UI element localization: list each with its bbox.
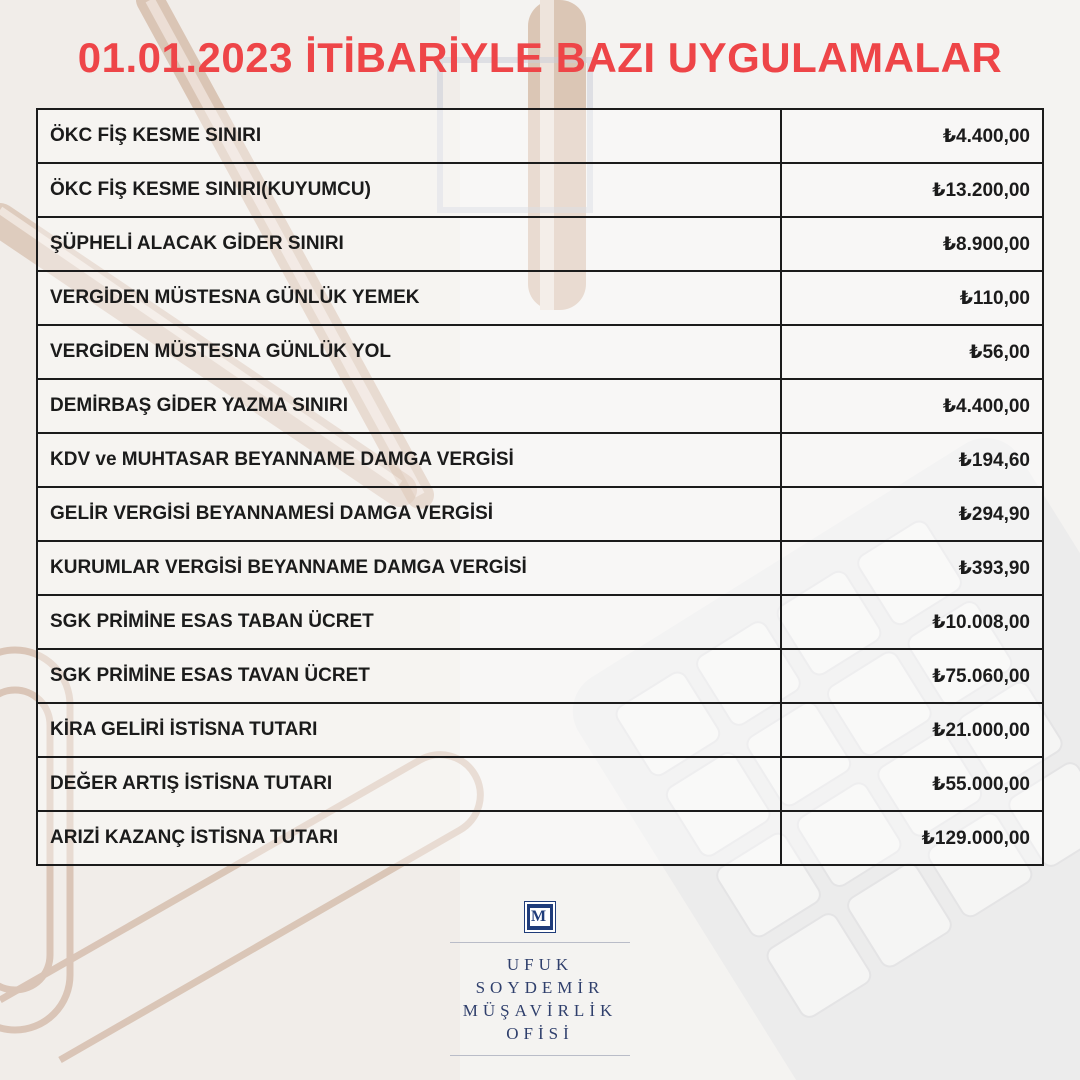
table-row	[37, 109, 1043, 163]
table-row	[37, 271, 1043, 325]
table-row	[37, 487, 1043, 541]
table-row	[37, 379, 1043, 433]
row-value: ₺55.000,00	[781, 757, 1043, 811]
row-label: KURUMLAR VERGİSİ BEYANNAME DAMGA VERGİSİ	[37, 541, 781, 595]
table-row	[37, 163, 1043, 217]
row-label: VERGİDEN MÜSTESNA GÜNLÜK YEMEK	[37, 271, 781, 325]
logo-line-1: UFUK	[506, 955, 574, 974]
rates-table	[36, 108, 1044, 866]
logo-divider-bottom	[450, 1055, 630, 1056]
row-label: GELİR VERGİSİ BEYANNAMESİ DAMGA VERGİSİ	[37, 487, 781, 541]
row-value: ₺4.400,00	[781, 379, 1043, 433]
row-label: ÖKC FİŞ KESME SINIRI(KUYUMCU)	[37, 163, 781, 217]
logo-line-2: SOYDEMİR	[475, 978, 605, 997]
row-value: ₺110,00	[781, 271, 1043, 325]
page-title: 01.01.2023 İTİBARİYLE BAZI UYGULAMALAR	[77, 34, 1003, 81]
table-row	[37, 649, 1043, 703]
logo-mark-icon	[525, 902, 555, 932]
table-row	[37, 811, 1043, 865]
logo-line-3: MÜŞAVİRLİK	[462, 1001, 618, 1020]
table-row	[37, 757, 1043, 811]
row-label: ŞÜPHELİ ALACAK GİDER SINIRI	[37, 217, 781, 271]
row-value: ₺21.000,00	[781, 703, 1043, 757]
rates-table-body	[37, 109, 1043, 865]
row-value: ₺10.008,00	[781, 595, 1043, 649]
logo-line-4: OFİSİ	[506, 1024, 574, 1043]
table-row	[37, 433, 1043, 487]
row-value: ₺56,00	[781, 325, 1043, 379]
row-value: ₺13.200,00	[781, 163, 1043, 217]
table-row	[37, 595, 1043, 649]
row-label: KDV ve MUHTASAR BEYANNAME DAMGA VERGİSİ	[37, 433, 781, 487]
table-row	[37, 541, 1043, 595]
table-row	[37, 217, 1043, 271]
row-label: DEĞER ARTIŞ İSTİSNA TUTARI	[37, 757, 781, 811]
row-label: VERGİDEN MÜSTESNA GÜNLÜK YOL	[37, 325, 781, 379]
row-value: ₺294,90	[781, 487, 1043, 541]
row-label: SGK PRİMİNE ESAS TAVAN ÜCRET	[37, 649, 781, 703]
table-row	[37, 325, 1043, 379]
row-label: ÖKC FİŞ KESME SINIRI	[37, 109, 781, 163]
company-logo	[450, 902, 630, 1072]
row-label: KİRA GELİRİ İSTİSNA TUTARI	[37, 703, 781, 757]
row-value: ₺8.900,00	[781, 217, 1043, 271]
row-value: ₺4.400,00	[781, 109, 1043, 163]
row-value: ₺393,90	[781, 541, 1043, 595]
row-label: ARIZİ KAZANÇ İSTİSNA TUTARI	[37, 811, 781, 865]
row-label: SGK PRİMİNE ESAS TABAN ÜCRET	[37, 595, 781, 649]
logo-divider	[450, 942, 630, 943]
row-value: ₺194,60	[781, 433, 1043, 487]
row-label: DEMİRBAŞ GİDER YAZMA SINIRI	[37, 379, 781, 433]
row-value: ₺75.060,00	[781, 649, 1043, 703]
row-value: ₺129.000,00	[781, 811, 1043, 865]
table-row	[37, 703, 1043, 757]
